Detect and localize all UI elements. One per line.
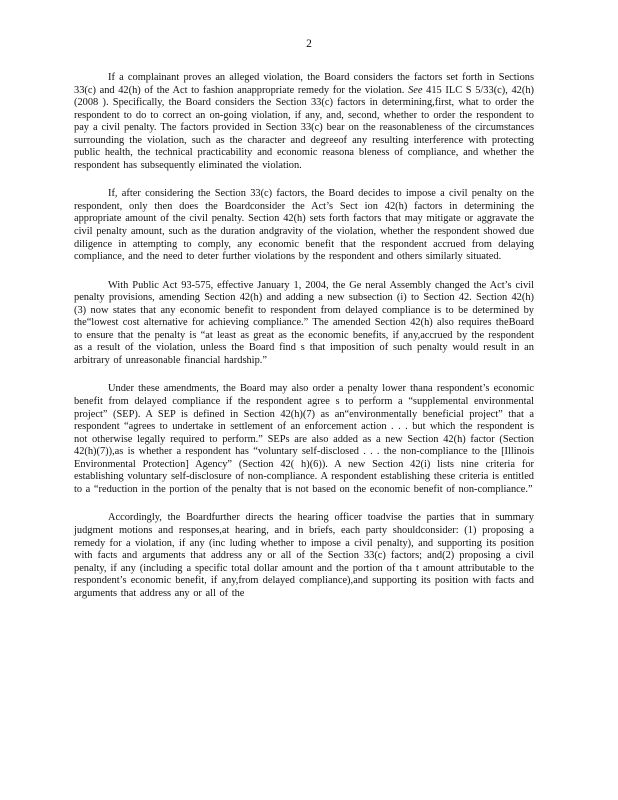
paragraph-hearing-directions: Accordingly, the Boardfurther directs the hearing officer toadvise the parties that in summary judgment motions and responses,at hearing, and in briefs, each party shouldconsider: (1) proposing a remedy for a violation, if any (inc luding whether to impose a civil penalty), and supporting its position with facts and arguments that address any or all of the Section 33(c) factors; and(2) proposing a civil penalty, if any (including a specific total dollar amount and the portion of tha t amount attributable to the respondent’s economic benefit, if any,from delayed compliance),and supporting its position with facts and arguments that address any or all of the [74,512,534,599]
paragraph-civil-penalty-factors: If, after considering the Section 33(c) factors, the Board decides to impose a civil penalty on the respondent, only then does the Boardconsider the Act’s Sect ion 42(h) factors in determining the appropriate amount of the civil penalty. Section 42(h) sets forth factors that may mitigate or aggravate the civil penalty amount, such as the duration andgravity of the violation, whether the respondent showed due diligence in attempting to comply, any economic benefit that the respondent accrued from delaying compliance, and the need to deter further violations by the respondent and others similarly situated. [74,188,534,263]
citation-signal: See [408,84,423,96]
paragraph-sep-provisions: Under these amendments, the Board may also order a penalty lower thana respondent’s economic benefit from delayed compliance if the respondent agree s to perform a “supplemental environmental project” (SEP). A SEP is defined in Section 42(h)(7) as an“environmentally beneficial project” that a respondent “agrees to undertake in settlement of an enforcement action . . . but which the respondent is not otherwise legally required to perform.” SEPs are also added as a new Section 42(h) factor (Section 42(h)(7)),as is whether a respondent has “voluntary self-disclosed . . . the non-compliance to the [Illinois Environmental Protection] Agency” (Section 42( h)(6)). A new Section 42(i) lists nine criteria for establishing voluntary self-disclosure of non-compliance. A respondent establishing these criteria is entitled to a “reduction in the portion of the penalty that is not based on the economic benefit of non-compliance.” [74,383,534,495]
paragraph-remedy-factors: If a complainant proves an alleged violation, the Board considers the factors set forth in Sections 33(c) and 42(h) of the Act to fashion anappropriate remedy for the violation. See 415 ILC S 5/33(c), 42(h) (2008 ). Specifically, the Board considers the Section 33(c) factors in determining,first, what to order the respondent to do to correct an on-going violation, if any, and, second, whether to order the respondent to pay a civil penalty. The factors provided in Section 33(c) bear on the reasonableness of the circumstances surrounding the violation, such as the character and degreeof any resulting interference with protecting public health, the technical practicability and economic reasona bleness of compliance, and whether the respondent has subsequently eliminated the violation. [74,72,534,171]
document-body [74,72,534,616]
page-number: 2 [306,38,312,50]
paragraph-public-act-amendments: With Public Act 93-575, effective January 1, 2004, the Ge neral Assembly changed the Act’s civil penalty provisions, amending Section 42(h) and adding a new subsection (i) to Section 42. Section 42(h)(3) now states that any economic benefit to respondent from delayed compliance is to be determined by the“lowest cost alternative for achieving compliance.” The amended Section 42(h) also requires theBoard to ensure that the penalty is “at least as great as the economic benefits, if any,accrued by the respondent as a result of the violation, unless the Board find s that imposition of such penalty would result in an arbitrary of unreasonable financial hardship.” [74,279,534,366]
